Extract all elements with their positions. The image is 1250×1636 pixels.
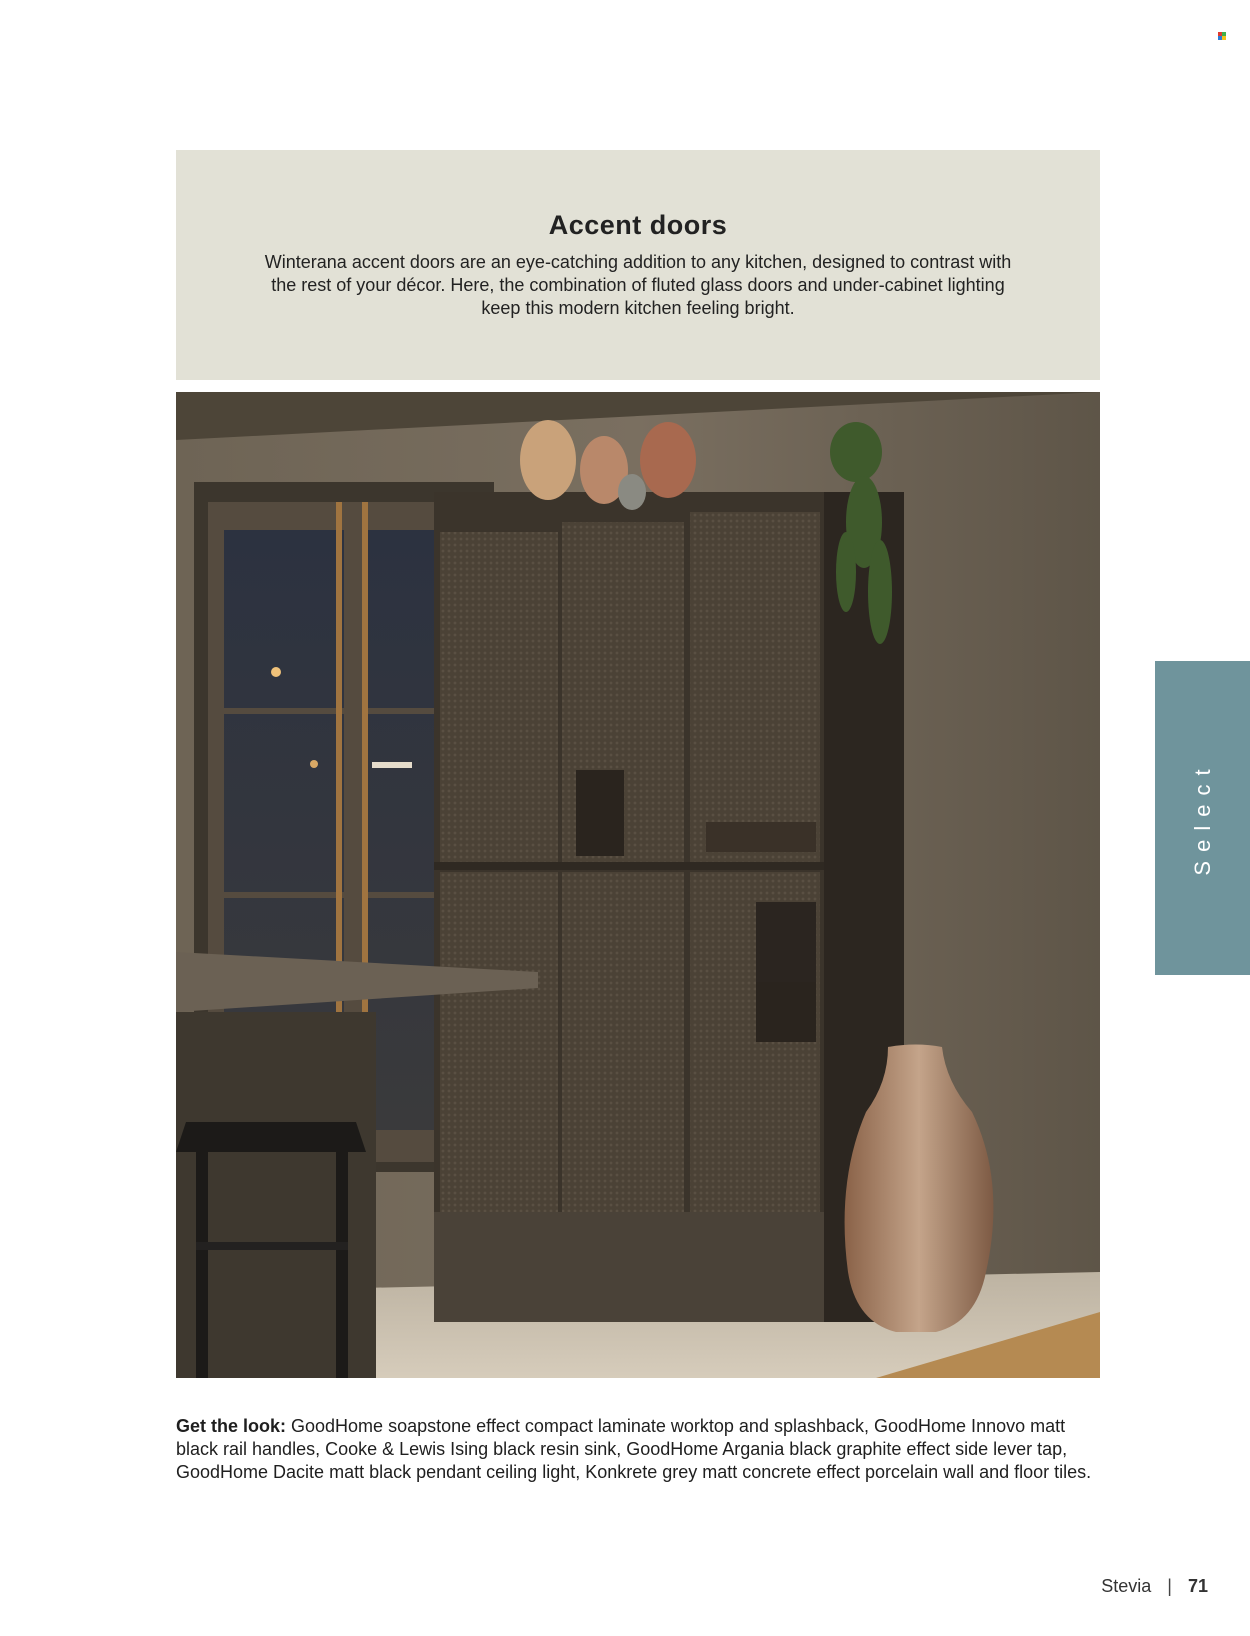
page-number: 71 [1187,1576,1208,1596]
side-tab-label: Select [1189,760,1215,876]
footer-separator: | [1167,1576,1172,1596]
footer-brand: Stevia [1101,1576,1152,1596]
intro-text: Winterana accent doors are an eye-catching addition to any kitchen, designed to contrast with the rest of your décor. Here, the combination of fluted glass doors and under-cabinet lighting keep this modern kitchen feeling bright. [264,252,1012,318]
caption-lead: Get the look: [176,1416,287,1436]
get-the-look-caption [176,1415,1106,1484]
caption-text: GoodHome soapstone effect compact laminate worktop and splashback, GoodHome Innovo matt black rail handles, Cooke & Lewis Ising black resin sink, GoodHome Argania black graphite effect side lever tap, GoodHome Dacite matt black pendant ceiling light, Konkrete grey matt concrete effect porcelain wall and floor tiles. [176,1416,1092,1482]
section-title: Accent doors [548,210,728,240]
page-footer [1101,1576,1208,1597]
corner-logo-icon [1218,32,1226,40]
side-tab [1155,661,1250,975]
intro-panel [176,150,1100,380]
kitchen-photo [176,392,1100,1378]
